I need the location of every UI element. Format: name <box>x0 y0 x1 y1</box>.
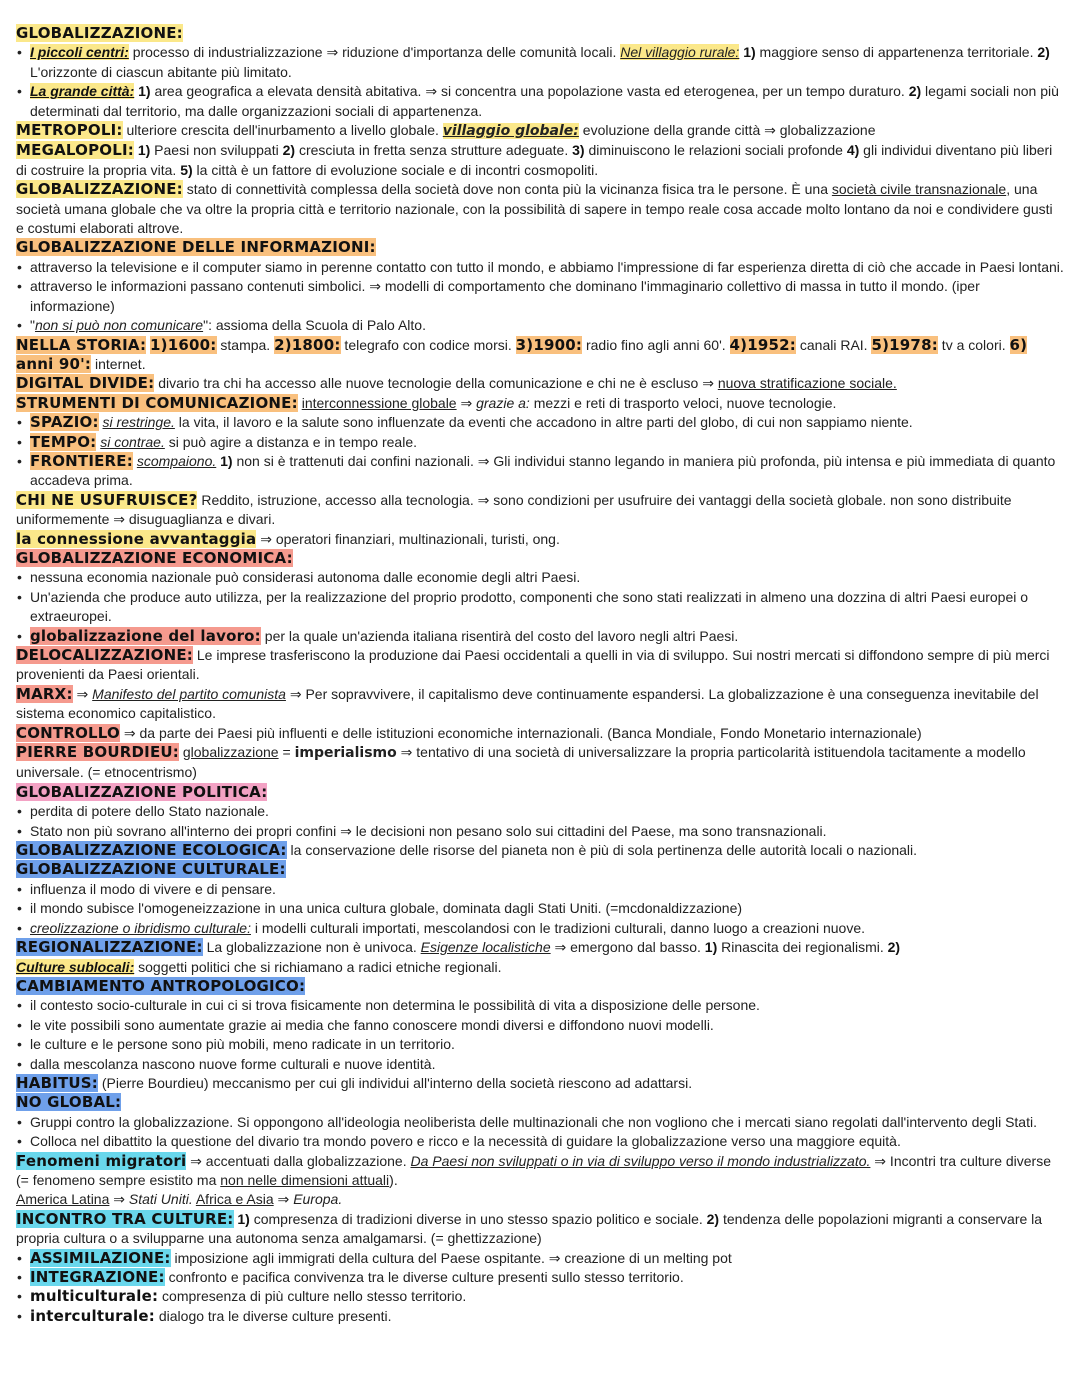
item-palo-alto <box>16 316 1064 335</box>
text-segment: Stati Uniti. <box>128 1191 193 1208</box>
item-televisione-computer <box>16 258 1064 277</box>
text-segment: ⇒ tentativo di una società di universalizzare la propria particolarità istituendola tacitamente a modello universale. (= etnocentrismo) <box>16 744 1026 781</box>
text-segment: 6) anni 90': <box>16 335 1028 373</box>
item-culture-mobili <box>16 1035 1064 1054</box>
text-segment: creolizzazione o ibridismo culturale: <box>30 919 251 936</box>
text-segment: la connessione avvantaggia <box>16 529 257 548</box>
line-nella-storia <box>16 336 1064 375</box>
text-segment: stato di connettività complessa della società dove non conta più la vicinanza fisica tra le persone. È una <box>182 181 832 198</box>
text-segment: tendenza delle popolazioni migranti a conservare la propria cultura o a svilupparne una autonoma senza amalgamarsi. (= ghettizzazione) <box>16 1210 1043 1247</box>
text-segment: La grande città: <box>30 83 135 100</box>
text-segment: 2) <box>282 142 296 159</box>
text-segment: i modelli culturali importati, mescolandosi con le tradizioni culturali, danno luogo a creazioni nuove. <box>251 919 865 936</box>
text-segment: 1) <box>237 1210 250 1227</box>
text-segment: GLOBALIZZAZIONE: <box>16 180 183 199</box>
item-divario <box>16 1132 1064 1151</box>
text-segment: soggetti politici che si richiamano a radici etniche regionali. <box>134 958 502 975</box>
text-segment: Un'azienda che produce auto utilizza, per la realizzazione del proprio prodotto, componenti che sono stati realizzati in almeno una dozzina di altri Paesi europei o extraeuropei. <box>30 588 1029 625</box>
text-segment: GLOBALIZZAZIONE CULTURALE: <box>16 860 286 879</box>
item-contesto-socio-culturale <box>16 996 1064 1015</box>
text-segment: diminuiscono le relazioni sociali profonde <box>584 142 847 159</box>
text-segment: INTEGRAZIONE: <box>30 1268 165 1286</box>
text-segment: si restringe. <box>102 414 175 431</box>
text-segment: NO GLOBAL: <box>16 1093 122 1112</box>
text-segment: HABITUS: <box>16 1073 98 1092</box>
text-segment: GLOBALIZZAZIONE POLITICA: <box>16 782 268 801</box>
text-segment: Colloca nel dibattito la questione del divario tra mondo povero e ricco e la necessità di guidare la globalizzazione verso una maggiore equità. <box>30 1133 901 1150</box>
text-segment: nuova stratificazione sociale. <box>717 375 897 392</box>
text-segment: la conservazione delle risorse del pianeta non è più di sola pertinenza delle autorità locali o nazionali. <box>286 842 918 859</box>
text-segment: " <box>30 317 35 334</box>
text-segment: 2) <box>887 939 901 956</box>
text-segment: GLOBALIZZAZIONE ECOLOGICA: <box>16 841 287 860</box>
text-segment: non si è trattenuti dai confini nazionali. ⇒ Gli individui stanno legando in maniera più profonda, più intensa e più immediata di quanto accadeva prima. <box>30 452 1056 489</box>
text-segment: radio fino agli anni 60'. <box>582 336 730 353</box>
text-segment: Africa e Asia <box>195 1191 274 1208</box>
text-segment: Culture sublocali: <box>16 958 135 975</box>
text-segment: 1) <box>743 44 756 61</box>
item-interculturale <box>16 1307 1064 1326</box>
text-segment: 1)1600: <box>150 335 217 354</box>
item-omogeneizzazione <box>16 899 1064 918</box>
heading-cambiamento-antropologico <box>16 977 1064 996</box>
item-spazio <box>16 413 1064 432</box>
text-segment: legami sociali non più determinati dal territorio, ma dalle organizzazioni sociali di appartenenza. <box>30 83 1059 119</box>
text-segment: le vite possibili sono aumentate grazie ai media che fanno conoscere mondi diversi e diffondono nuovi modelli. <box>30 1016 714 1033</box>
text-segment: le culture e le persone sono più mobili, meno radicate in un territorio. <box>30 1036 455 1053</box>
text-segment: globalizzazione del lavoro: <box>30 626 261 645</box>
text-segment: internet. <box>91 355 146 372</box>
text-segment: la città è un fattore di evoluzione sociale e di incontri cosmopoliti. <box>192 161 599 178</box>
text-segment: compresenza di tradizioni diverse in uno stesso spazio politico e sociale. <box>249 1210 707 1227</box>
text-segment: ulteriore crescita dell'inurbamento a livello globale. <box>122 122 443 139</box>
text-segment: DELOCALIZZAZIONE: <box>16 646 193 664</box>
item-assimilazione <box>16 1249 1064 1268</box>
item-azienda-auto <box>16 588 1064 627</box>
text-segment: GLOBALIZZAZIONE DELLE INFORMAZIONI: <box>16 238 376 257</box>
text-segment: 4) <box>846 142 860 159</box>
line-globalizzazione-ecologica <box>16 841 1064 860</box>
text-segment: Europa. <box>293 1191 343 1208</box>
text-segment: CAMBIAMENTO ANTROPOLOGICO: <box>16 976 306 995</box>
text-segment: CONTROLLO <box>16 723 120 742</box>
text-segment: Stato non più sovrano all'interno dei propri confini ⇒ le decisioni non pesano solo sui cittadini del Paese, ma sono transnazionali. <box>30 822 827 839</box>
text-segment: interconnessione globale <box>301 394 457 411</box>
text-segment: si può agire a distanza e in tempo reale. <box>164 433 417 450</box>
item-piccoli-centri <box>16 43 1064 82</box>
text-segment: L'orizzonte di ciascun abitante più limitato. <box>30 63 292 80</box>
heading-no-global <box>16 1093 1064 1112</box>
heading-globalizzazione-economica <box>16 549 1064 568</box>
text-segment: REGIONALIZZAZIONE: <box>16 938 203 957</box>
line-fenomeni-migratori <box>16 1152 1064 1191</box>
line-marx <box>16 685 1064 724</box>
item-mescolanza <box>16 1055 1064 1074</box>
text-segment: 2) <box>706 1210 720 1227</box>
line-flussi-migratori <box>16 1190 1064 1209</box>
text-segment: ⇒ <box>456 394 477 411</box>
text-segment: 4)1952: <box>729 335 796 354</box>
text-segment: 2) <box>1037 44 1050 61</box>
text-segment: ⇒ emergono dal basso. <box>550 939 705 956</box>
item-vite-possibili <box>16 1016 1064 1035</box>
text-segment: compresenza di più culture nello stesso territorio. <box>158 1288 467 1305</box>
text-segment: dalla mescolanza nascono nuove forme culturali e nuove identità. <box>30 1055 436 1072</box>
text-segment: GLOBALIZZAZIONE: <box>16 24 183 42</box>
item-gruppi-contro <box>16 1113 1064 1132</box>
text-segment: PIERRE BOURDIEU: <box>16 743 179 762</box>
text-segment: interculturale: <box>30 1306 155 1325</box>
text-segment: SPAZIO: <box>30 413 99 432</box>
heading-globalizzazione-politica <box>16 783 1064 802</box>
line-strumenti-comunicazione <box>16 394 1064 413</box>
text-segment: NELLA STORIA: <box>16 335 147 354</box>
text-segment: STRUMENTI DI COMUNICAZIONE: <box>16 393 298 412</box>
text-segment: ⇒ <box>273 1191 294 1208</box>
heading-globalizzazione-informazioni <box>16 238 1064 257</box>
line-globalizzazione-title <box>16 24 1064 43</box>
text-segment: il contesto socio-culturale in cui ci si trova fisicamente non determina le possibilità di vita a disposizione delle persone. <box>30 997 760 1014</box>
text-segment: grazie a: <box>476 394 530 411</box>
item-frontiere <box>16 452 1064 491</box>
text-segment: il mondo subisce l'omogeneizzazione in una unica cultura globale, dominata dagli Stati Uniti. (=mcdonaldizzazione) <box>30 900 743 917</box>
text-segment: FRONTIERE: <box>30 451 133 470</box>
text-segment: gli individui diventano più liberi di costruire la propria vita. <box>16 142 1053 178</box>
text-segment: I piccoli centri: <box>30 44 129 61</box>
text-segment: attraverso le informazioni passano contenuti simbolici. ⇒ modelli di comportamento che dominano l'immaginario collettivo di massa in tutto il mondo. (iper informazione) <box>30 278 980 314</box>
text-segment: attraverso la televisione e il computer siamo in perenne contatto con tutto il mondo, e abbiamo l'impressione di far esperienza diretta di ciò che accade in Paesi lontani. <box>30 258 1064 275</box>
text-segment: 3)1900: <box>515 335 583 354</box>
text-segment: 1) <box>220 452 233 469</box>
text-segment: METROPOLI: <box>16 121 123 140</box>
line-habitus <box>16 1074 1064 1093</box>
line-controllo <box>16 724 1064 743</box>
text-segment: divario tra chi ha accesso alle nuove tecnologie della comunicazione e chi ne è escluso ⇒ <box>154 375 718 392</box>
text-segment: imperialismo <box>294 745 397 762</box>
item-economia-nazionale <box>16 568 1064 587</box>
text-segment: Rinascita dei regionalismi. <box>717 939 888 956</box>
text-segment: (Pierre Bourdieu) meccanismo per cui gli individui all'interno della società riescono ad adattarsi. <box>98 1074 693 1091</box>
text-segment: ⇒ da parte dei Paesi più influenti e delle istituzioni economiche internazionali. (Banca Mondiale, Fondo Monetario internazionale) <box>119 724 922 741</box>
item-contenuti-simbolici <box>16 277 1064 316</box>
line-incontro-tra-culture <box>16 1210 1064 1249</box>
text-segment: scompaiono. <box>136 452 217 469</box>
text-segment: canali RAI. <box>795 336 872 353</box>
text-segment: nessuna economia nazionale può considerasi autonoma dalle economie degli altri Paesi. <box>30 569 581 586</box>
text-segment: Manifesto del partito comunista <box>92 685 286 702</box>
text-segment: Paesi non sviluppati <box>150 142 283 159</box>
line-metropoli <box>16 121 1064 141</box>
item-modo-di-vivere <box>16 880 1064 899</box>
item-integrazione <box>16 1268 1064 1287</box>
text-segment: Nel villaggio rurale: <box>620 44 740 61</box>
text-segment: società civile transnazionale <box>831 181 1007 198</box>
text-segment: evoluzione della grande città ⇒ globalizzazione <box>578 122 876 139</box>
text-segment: Da Paesi non sviluppati o in via di sviluppo verso il mondo industrializzato. <box>410 1152 871 1169</box>
item-grande-citta <box>16 82 1064 121</box>
text-segment: ⇒ <box>72 685 93 702</box>
line-pierre-bourdieu <box>16 743 1064 783</box>
line-connessione-avvantaggia <box>16 530 1064 549</box>
text-segment: non nelle dimensioni attuali <box>220 1171 390 1188</box>
text-segment: Fenomeni migratori <box>16 1151 187 1170</box>
text-segment: dialogo tra le diverse culture presenti. <box>154 1307 392 1324</box>
line-regionalizzazione <box>16 938 1064 957</box>
text-segment: ⇒ <box>109 1191 129 1208</box>
text-segment: area geografica a elevata densità abitativa. ⇒ si concentra una popolazione vasta ed eterogenea, per un tempo duraturo. <box>150 83 909 100</box>
line-delocalizzazione <box>16 646 1064 685</box>
text-segment: non si può non comunicare <box>34 317 204 334</box>
text-segment: influenza il modo di vivere e di pensare. <box>30 880 276 897</box>
text-segment: MARX: <box>16 684 73 703</box>
text-segment: MEGALOPOLI: <box>16 141 134 160</box>
text-segment: Esigenze localistiche <box>420 939 551 956</box>
text-segment: maggiore senso di appartenenza territoriale. <box>755 44 1038 61</box>
text-segment: GLOBALIZZAZIONE ECONOMICA: <box>16 548 293 567</box>
text-segment: ⇒ Incontri tra culture diverse (= fenomeno sempre esistito ma <box>16 1152 1051 1188</box>
heading-globalizzazione-culturale <box>16 860 1064 879</box>
text-segment: ⇒ Per sopravvivere, il capitalismo deve continuamente espandersi. La globalizzazione è una conseguenza inevitabile del sistema economico capitalistico. <box>16 685 1039 722</box>
text-segment: cresciuta in fretta senza strutture adeguate. <box>295 142 573 159</box>
text-segment: 1) <box>704 939 718 956</box>
text-segment: perdita di potere dello Stato nazionale. <box>30 803 269 820</box>
text-segment: La globalizzazione non è univoca. <box>202 939 421 956</box>
text-segment: ). <box>389 1171 398 1188</box>
text-segment: processo di industrializzazione ⇒ riduzione d'importanza delle comunità locali. <box>128 44 621 61</box>
text-segment: 1) <box>137 142 151 159</box>
text-segment: globalizzazione <box>182 744 279 761</box>
text-segment: DIGITAL DIVIDE: <box>16 374 155 393</box>
item-perdita-potere <box>16 802 1064 821</box>
text-segment: 1) <box>138 83 151 100</box>
text-segment: ⇒ accentuati dalla globalizzazione. <box>186 1152 411 1169</box>
text-segment: = <box>278 744 295 761</box>
text-segment: ": assioma della Scuola di Palo Alto. <box>203 317 426 334</box>
text-segment: villaggio globale: <box>442 123 579 140</box>
text-segment: TEMPO: <box>30 432 97 451</box>
item-multiculturale <box>16 1287 1064 1306</box>
text-segment: multiculturale: <box>30 1287 159 1306</box>
text-segment: INCONTRO TRA CULTURE: <box>16 1209 234 1228</box>
text-segment: la vita, il lavoro e la salute sono influenzate da eventi che accadono in altre parti del globo, di cui non sappiamo niente. <box>174 414 913 431</box>
text-segment: imposizione agli immigrati della cultura del Paese ospitante. ⇒ creazione di un melting pot <box>170 1249 732 1266</box>
text-segment: Reddito, istruzione, accesso alla tecnologia. ⇒ sono condizioni per usufruire dei vantaggi della società globale. non sono distribuite uniformemente ⇒ disuguaglianza e divari. <box>16 491 1012 528</box>
text-segment: 5)1978: <box>871 335 938 354</box>
text-segment: confronto e pacifica convivenza tra le diverse culture presenti sullo stesso territorio. <box>164 1269 684 1285</box>
item-tempo <box>16 433 1064 452</box>
line-culture-sublocali <box>16 958 1064 977</box>
text-segment: 2)1800: <box>274 335 341 354</box>
text-segment: Gruppi contro la globalizzazione. Si oppongono all'ideologia neoliberista delle multinazionali che non vogliono che i mercati siano regolati dall'intervento degli Stati. <box>30 1113 1037 1130</box>
text-segment: mezzi e reti di trasporto veloci, nuove tecnologie. <box>529 394 837 411</box>
text-segment: 2) <box>908 83 922 100</box>
item-creolizzazione <box>16 919 1064 938</box>
text-segment: Le imprese trasferiscono la produzione dai Paesi occidentali a quelli in via di sviluppo. Sui nostri mercati si diffondono sempre di più merci provenienti da Paesi orientali. <box>16 647 1050 683</box>
line-chi-ne-usufruisce <box>16 491 1064 530</box>
text-segment: 3) <box>572 142 585 159</box>
text-segment: stampa. <box>216 336 275 353</box>
item-stato-non-sovrano <box>16 822 1064 841</box>
line-digital-divide <box>16 374 1064 393</box>
text-segment: tv a colori. <box>937 336 1010 353</box>
text-segment: telegrafo con codice morsi. <box>340 336 516 353</box>
line-megalopoli <box>16 141 1064 180</box>
text-segment: 5) <box>180 161 193 178</box>
text-segment: America Latina <box>16 1191 110 1208</box>
text-segment: ⇒ operatori finanziari, multinazionali, turisti, ong. <box>256 530 560 547</box>
text-segment: ASSIMILAZIONE: <box>30 1248 171 1267</box>
text-segment: si contrae. <box>100 433 165 450</box>
text-segment: , una società umana globale che va oltre la propria città e territorio nazionale, con la possibilità di sapere in tempo reale cosa accade molto lontano da noi e condividere gusti e costumi elaborati altrove. <box>16 181 1053 237</box>
text-segment: CHI NE USUFRUISCE? <box>16 490 198 509</box>
text-segment: per la quale un'azienda italiana risentirà del costo del lavoro negli altri Paesi. <box>260 627 739 644</box>
item-globalizzazione-lavoro <box>16 627 1064 646</box>
line-globalizzazione-definition <box>16 180 1064 238</box>
